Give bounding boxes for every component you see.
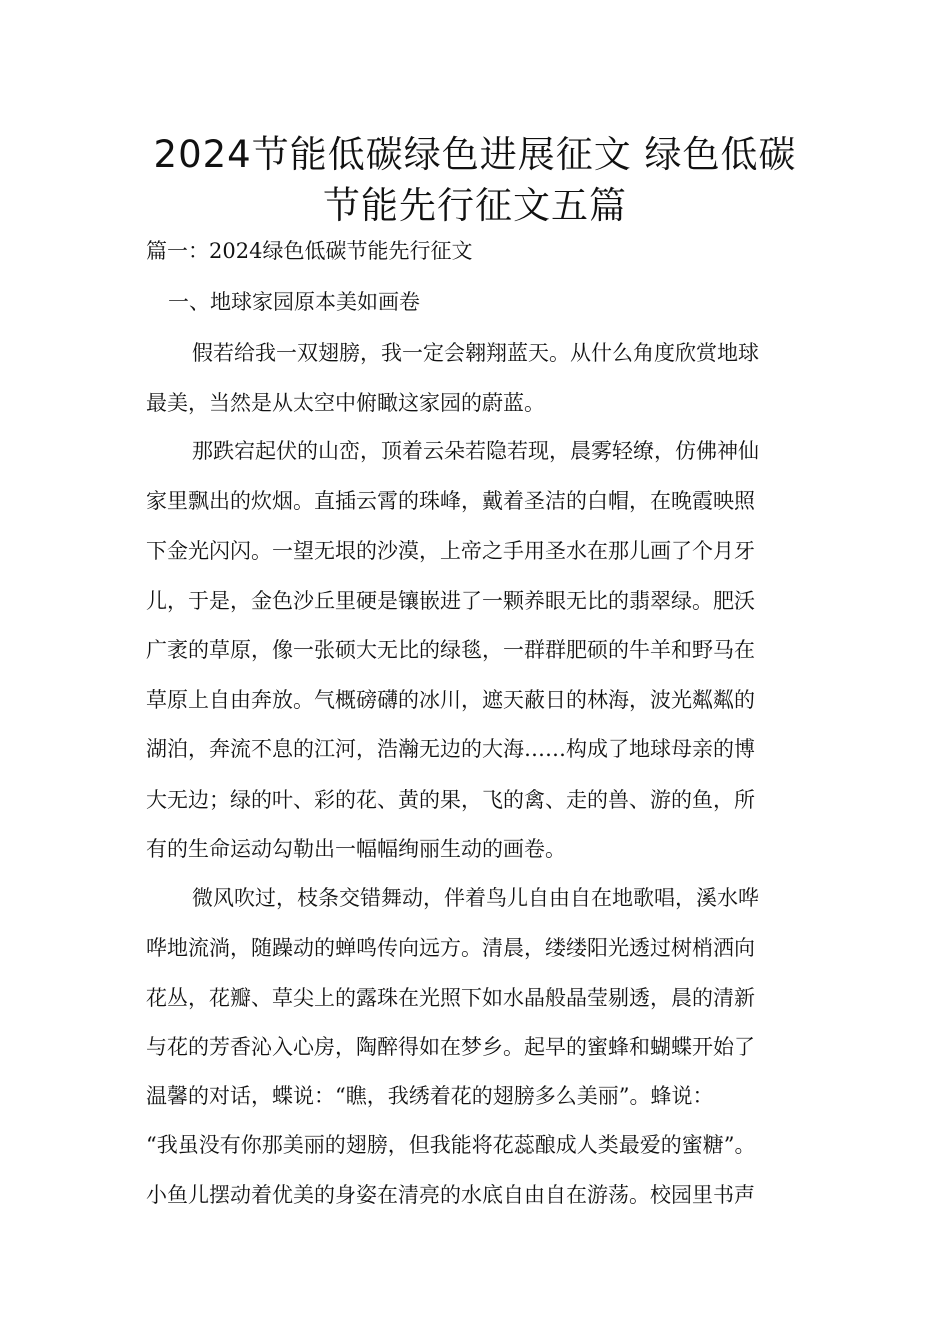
paragraph-2-line: 广袤的草原，像一张硕大无比的绿毯，一群群肥硕的牛羊和野马在 [146, 638, 755, 662]
document-title-line-1: 2024节能低碳绿色进展征文 绿色低碳 [153, 133, 797, 176]
paragraph-3-line: 哗地流淌，随躁动的蝉鸣传向远方。清晨，缕缕阳光透过树梢洒向 [146, 936, 755, 960]
paragraph-3-line: 温馨的对话，蝶说：“瞧，我绣着花的翅膀多么美丽”。蜂说： [146, 1084, 714, 1108]
section-heading: 一、地球家园原本美如画卷 [168, 290, 420, 314]
paragraph-2-line: 那跌宕起伏的山峦，顶着云朵若隐若现，晨雾轻缭，仿佛神仙 [192, 439, 759, 463]
paragraph-2-line: 湖泊，奔流不息的江河，浩瀚无边的大海……构成了地球母亲的博 [146, 737, 755, 761]
paragraph-3-line: 与花的芳香沁入心房，陶醉得如在梦乡。起早的蜜蜂和蝴蝶开始了 [146, 1035, 755, 1059]
paragraph-2-line: 有的生命运动勾勒出一幅幅绚丽生动的画卷。 [146, 837, 566, 861]
paragraph-3-line: “我虽没有你那美丽的翅膀，但我能将花蕊酿成人类最爱的蜜糖”。 [146, 1133, 756, 1157]
paragraph-2-line: 草原上自由奔放。气概磅礴的冰川，遮天蔽日的林海，波光粼粼的 [146, 688, 755, 712]
paragraph-3-line: 花丛，花瓣、草尖上的露珠在光照下如水晶般晶莹剔透，晨的清新 [146, 986, 755, 1010]
paragraph-2-line: 家里飘出的炊烟。直插云霄的珠峰，戴着圣洁的白帽，在晚霞映照 [146, 489, 755, 513]
paragraph-3-line: 小鱼儿摆动着优美的身姿在清亮的水底自由自在游荡。校园里书声 [146, 1183, 755, 1207]
paragraph-1-line: 最美，当然是从太空中俯瞰这家园的蔚蓝。 [146, 391, 545, 415]
paragraph-2-line: 大无边；绿的叶、彩的花、黄的果，飞的禽、走的兽、游的鱼，所 [146, 788, 755, 812]
paragraph-3-line: 微风吹过，枝条交错舞动，伴着鸟儿自由自在地歌唱，溪水哗 [192, 886, 759, 910]
paragraph-1-line: 假若给我一双翅膀，我一定会翱翔蓝天。从什么角度欣赏地球 [192, 341, 759, 365]
article-subtitle: 篇一：2024绿色低碳节能先行征文 [146, 239, 473, 263]
paragraph-2-line: 下金光闪闪。一望无垠的沙漠，上帝之手用圣水在那儿画了个月牙 [146, 539, 755, 563]
document-title-line-2: 节能先行征文五篇 [323, 184, 627, 227]
paragraph-2-line: 儿，于是，金色沙丘里硬是镶嵌进了一颗养眼无比的翡翠绿。肥沃 [146, 589, 755, 613]
